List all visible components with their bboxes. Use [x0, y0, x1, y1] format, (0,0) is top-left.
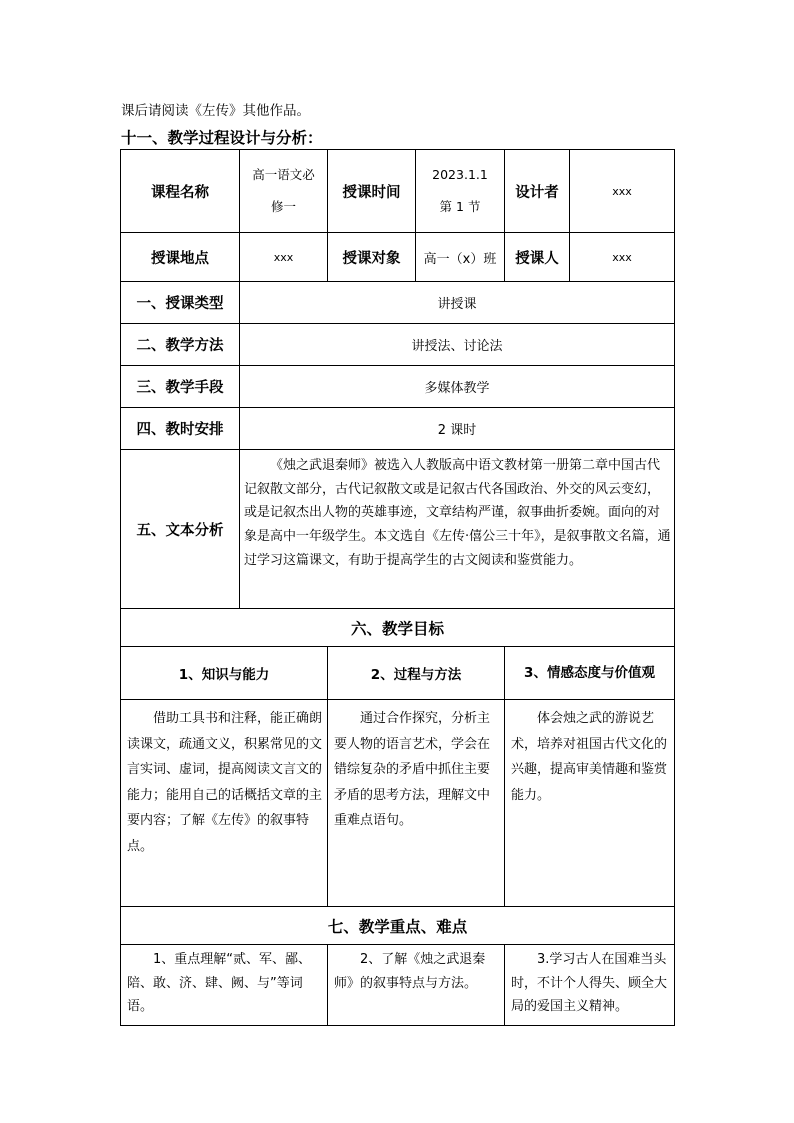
objective-process-content	[328, 700, 505, 907]
lesson-type-value: 讲授课	[240, 282, 675, 324]
key-point-1	[121, 945, 328, 1026]
objective-knowledge-content	[121, 700, 328, 907]
location-row	[121, 233, 675, 282]
objective-knowledge-text: 借助工具书和注释，能正确朗读课文，疏通文义，积累常见的文言实词、虚词，提高阅读文言文的能力；能用自己的话概括文章的主要内容；了解《左传》的叙事特点。	[127, 711, 323, 854]
key-points-title-row	[121, 907, 675, 945]
text-analysis-row	[121, 450, 675, 609]
key-point-3	[505, 945, 675, 1026]
text-analysis-paragraph: 《烛之武退秦师》被选入人教版高中语文教材第一册第二章中国古代记叙散文部分，古代记叙散文或是记叙古代各国政治、外交的风云变幻，或是记叙杰出人物的英雄事迹，文章结构严谨，叙事曲折委婉。面向的对象是高中一年级学生。本文选自《左传·僖公三十年》，是叙事散文名篇，通过学习这篇课文，有助于提高学生的古文阅读和鉴赏能力。	[244, 458, 671, 568]
schedule-label: 四、教时安排	[121, 408, 240, 450]
teaching-means-label: 三、教学手段	[121, 366, 240, 408]
objective-knowledge-header: 1、知识与能力	[121, 647, 328, 700]
objective-attitude-header: 3、情感态度与价值观	[505, 647, 675, 700]
key-point-1-text: 1、重点理解“贰、军、鄙、陪、敢、济、肆、阙、与”等词语。	[127, 952, 312, 1014]
objective-attitude-content	[505, 700, 675, 907]
objectives-title-row	[121, 609, 675, 647]
teaching-method-row	[121, 324, 675, 366]
teacher-label: 授课人	[505, 233, 570, 282]
key-point-2	[328, 945, 505, 1026]
objective-attitude-text: 体会烛之武的游说艺术，培养对祖国古代文化的兴趣，提高审美情趣和鉴赏能力。	[511, 711, 668, 803]
objectives-content-row	[121, 700, 675, 907]
location-label: 授课地点	[121, 233, 240, 282]
time-label: 授课时间	[328, 150, 416, 233]
teacher-value: xxx	[570, 233, 675, 282]
reading-assignment: 课后请阅读《左传》其他作品。	[121, 103, 310, 119]
teaching-method-value: 讲授法、讨论法	[240, 324, 675, 366]
location-value: xxx	[240, 233, 328, 282]
course-name-value	[240, 150, 328, 233]
lesson-type-label: 一、授课类型	[121, 282, 240, 324]
designer-value: xxx	[570, 150, 675, 233]
course-info-row	[121, 150, 675, 233]
objectives-title: 六、教学目标	[121, 609, 675, 647]
schedule-value: 2 课时	[240, 408, 675, 450]
time-date: 2023.1.1	[432, 167, 488, 182]
section-title: 十一、教学过程设计与分析：	[121, 129, 323, 147]
key-point-2-text: 2、了解《烛之武退秦师》的叙事特点与方法。	[334, 952, 486, 991]
course-name-line1: 高一语文必	[252, 167, 315, 182]
audience-value: 高一（x）班	[416, 233, 505, 282]
key-points-content-row	[121, 945, 675, 1026]
teaching-means-row	[121, 366, 675, 408]
lesson-plan-table	[120, 149, 675, 1026]
course-name-line2: 修一	[270, 199, 296, 214]
time-value	[416, 150, 505, 233]
key-point-3-text: 3.学习古人在国难当头时，不计个人得失、顾全大局的爱国主义精神。	[511, 952, 668, 1014]
time-period: 第 1 节	[439, 199, 481, 214]
teaching-method-label: 二、教学方法	[121, 324, 240, 366]
designer-label: 设计者	[505, 150, 570, 233]
text-analysis-label: 五、文本分析	[121, 450, 240, 609]
course-name-label: 课程名称	[121, 150, 240, 233]
audience-label: 授课对象	[328, 233, 416, 282]
lesson-type-row	[121, 282, 675, 324]
text-analysis-content	[240, 450, 675, 609]
teaching-means-value: 多媒体教学	[240, 366, 675, 408]
schedule-row	[121, 408, 675, 450]
key-points-title: 七、教学重点、难点	[121, 907, 675, 945]
objective-process-header: 2、过程与方法	[328, 647, 505, 700]
objectives-header-row	[121, 647, 675, 700]
objective-process-text: 通过合作探究，分析主要人物的语言艺术，学会在错综复杂的矛盾中抓住主要矛盾的思考方法，理解文中重难点语句。	[334, 711, 491, 828]
